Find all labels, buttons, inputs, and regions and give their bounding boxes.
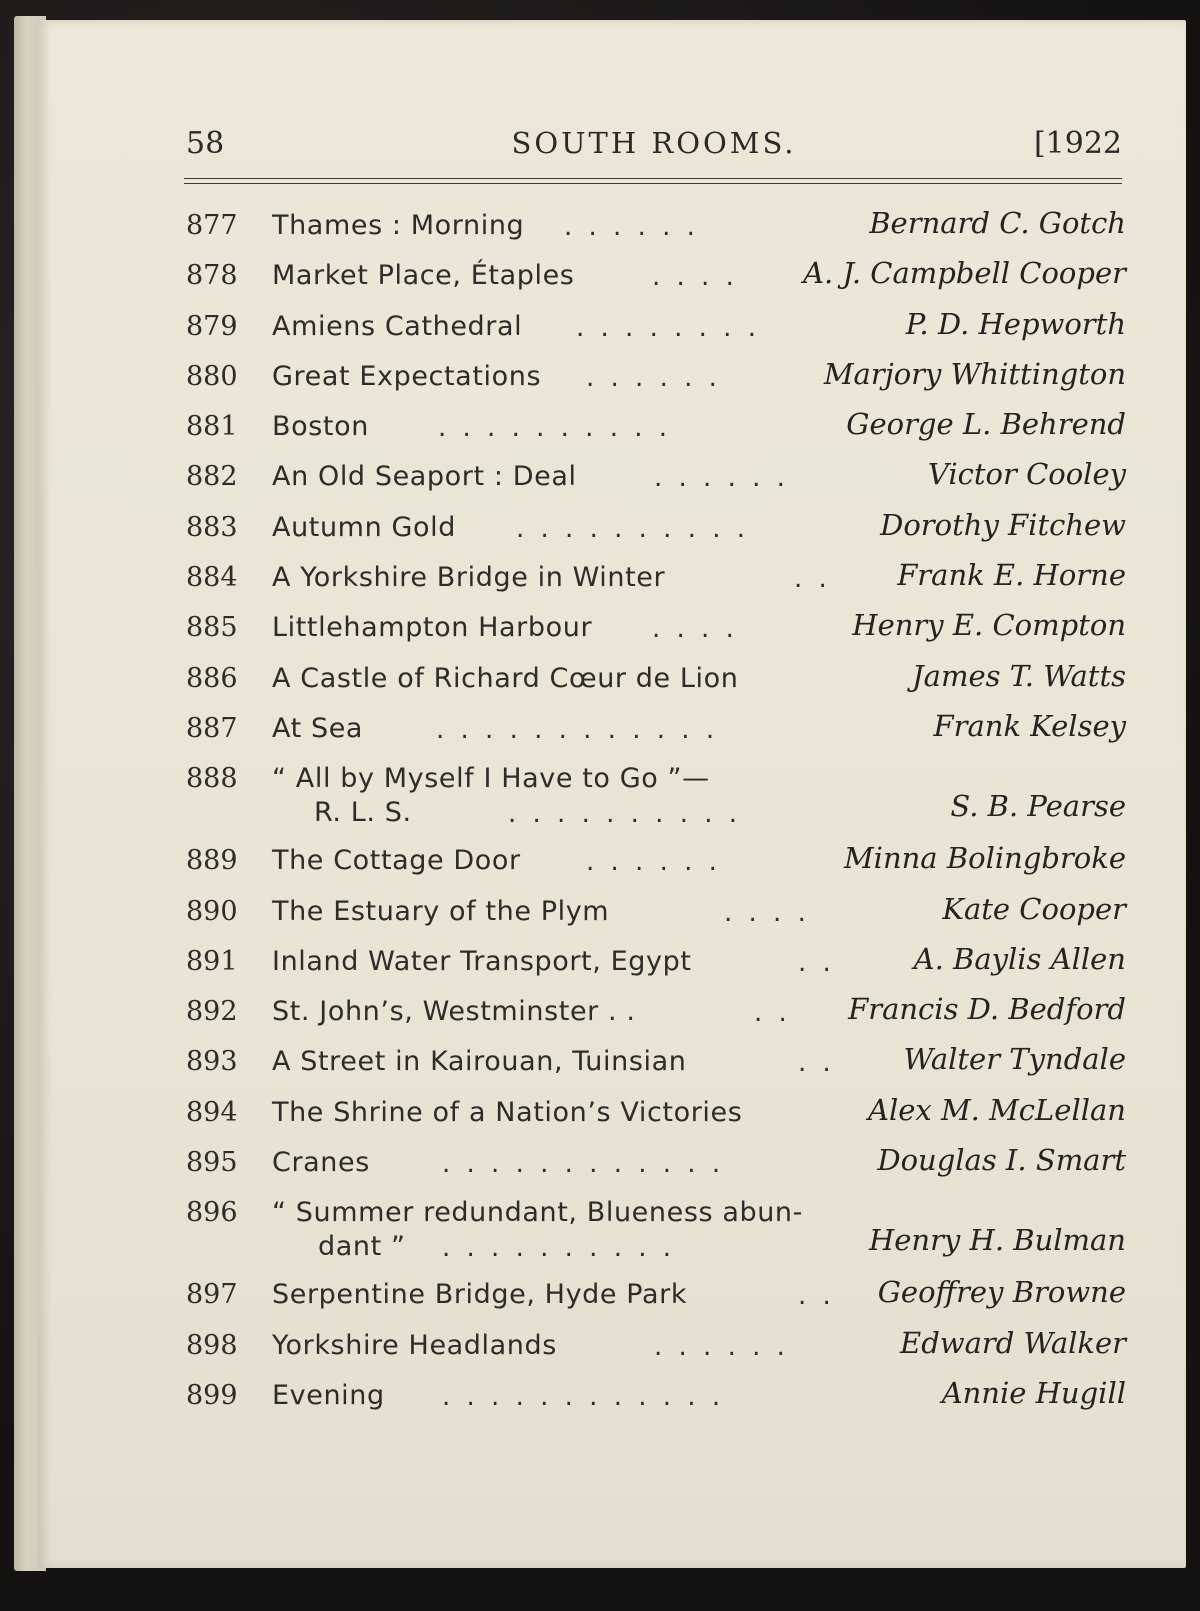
entry-number: 881	[186, 411, 238, 443]
dot-leader: . . . . . .	[654, 463, 789, 494]
entry-artist: Douglas I. Smart	[877, 1143, 1126, 1178]
entry-number: 878	[186, 260, 238, 292]
catalogue-entry	[186, 835, 1126, 885]
entry-number: 883	[186, 511, 238, 543]
dot-leader: . . . .	[724, 897, 810, 928]
entry-number: 879	[186, 310, 238, 342]
page-title: SOUTH ROOMS.	[511, 126, 797, 160]
entry-number: 888	[186, 763, 238, 795]
catalogue-entry	[186, 986, 1126, 1036]
dot-leader: . . . . . . . . . .	[508, 799, 742, 830]
entry-title: Inland Water Transport, Egypt	[272, 945, 692, 977]
entry-number: 897	[186, 1279, 238, 1311]
entry-title: St. John’s, Westminster . .	[272, 996, 636, 1028]
dot-leader: . . . . . . . . . .	[438, 413, 672, 444]
catalogue-entry	[186, 1137, 1126, 1187]
catalogue-entry	[186, 301, 1126, 351]
entry-title: Serpentine Bridge, Hyde Park	[272, 1279, 688, 1311]
page-year: [1922	[1033, 126, 1122, 161]
entry-title: The Shrine of a Nation’s Victories	[272, 1096, 743, 1128]
entry-artist: James T. Watts	[912, 658, 1126, 693]
entry-title: Evening	[272, 1379, 385, 1411]
entry-artist: Henry H. Bulman	[868, 1223, 1126, 1258]
dot-leader: . . . . . . . . . . . .	[436, 714, 719, 745]
catalogue-entry	[186, 703, 1126, 753]
entry-artist: Bernard C. Gotch	[869, 206, 1126, 240]
entry-title: Amiens Cathedral	[272, 310, 523, 342]
entry-number: 877	[186, 210, 238, 241]
entry-artist: A. Baylis Allen	[913, 941, 1126, 976]
entry-title: Great Expectations	[272, 360, 542, 392]
entry-number: 882	[186, 461, 238, 493]
header-rule	[184, 178, 1122, 184]
entry-title: Market Place, Étaples	[272, 260, 575, 292]
entry-title: An Old Seaport : Deal	[272, 461, 577, 493]
catalogue-entry	[186, 936, 1126, 986]
entry-number: 884	[186, 562, 238, 594]
page-number: 58	[186, 126, 225, 161]
entry-number: 895	[186, 1147, 238, 1179]
entry-list	[186, 200, 1126, 1420]
catalogue-entry	[186, 602, 1126, 652]
entry-title: The Estuary of the Plym	[272, 895, 610, 927]
entry-number: 880	[186, 360, 238, 392]
dot-leader: . . . . . .	[586, 847, 721, 878]
entry-number: 886	[186, 662, 238, 694]
page-header	[186, 126, 1122, 166]
catalogue-entry	[186, 1087, 1126, 1137]
dot-leader: . . . . . . . .	[576, 312, 760, 343]
entry-title: Littlehampton Harbour	[272, 612, 593, 644]
entry-artist: P. D. Hepworth	[905, 306, 1126, 341]
dot-leader: . . . . . .	[586, 362, 721, 393]
entry-title: Thames : Morning	[272, 210, 525, 241]
entry-artist: Francis D. Bedford	[848, 992, 1126, 1027]
entry-title: Autumn Gold	[272, 511, 456, 543]
entry-number: 896	[186, 1197, 238, 1229]
entry-number: 891	[186, 945, 238, 977]
entry-artist: Dorothy Fitchew	[880, 507, 1126, 542]
entry-artist: Henry E. Compton	[852, 608, 1126, 643]
entry-artist: Frank Kelsey	[933, 708, 1126, 743]
entry-artist: Edward Walker	[900, 1325, 1126, 1360]
catalogue-entry	[186, 250, 1126, 300]
dot-leader: . . . . . . . . . .	[516, 513, 750, 544]
dot-leader: . .	[754, 998, 791, 1029]
entry-number: 889	[186, 845, 238, 877]
catalogue-entry	[186, 1320, 1126, 1370]
catalogue-entry	[186, 653, 1126, 703]
catalogue-entry	[186, 200, 1126, 250]
catalogue-entry	[186, 351, 1126, 401]
entry-title-continued: R. L. S.	[314, 797, 412, 829]
catalogue-entry	[186, 1036, 1126, 1086]
catalogue-entry	[186, 1187, 1126, 1269]
entry-artist: Marjory Whittington	[823, 356, 1126, 391]
dot-leader: . . . . . . . . . . . .	[442, 1381, 725, 1412]
entry-title: A Yorkshire Bridge in Winter	[272, 562, 666, 594]
dot-leader: . . . . . . . . . . . .	[442, 1149, 725, 1180]
catalogue-entry	[186, 552, 1126, 602]
entry-artist: Kate Cooper	[942, 891, 1126, 926]
entry-artist: Annie Hugill	[941, 1375, 1126, 1410]
dot-leader: . . . .	[652, 614, 738, 645]
catalogue-entry	[186, 502, 1126, 552]
dot-leader: . . . . . .	[654, 1331, 789, 1362]
entry-number: 893	[186, 1046, 238, 1078]
dot-leader: . . . . . . . . . .	[442, 1233, 676, 1264]
entry-title: Cranes	[272, 1147, 370, 1179]
entry-title: A Castle of Richard Cœur de Lion	[272, 662, 739, 694]
entry-artist: Alex M. McLellan	[868, 1092, 1126, 1127]
entry-title: “ Summer redundant, Blueness abun-	[272, 1197, 803, 1229]
dot-leader: . . . .	[652, 262, 738, 293]
dot-leader: . .	[798, 1048, 835, 1079]
entry-title-continued: dant ”	[318, 1231, 406, 1263]
entry-artist: A. J. Campbell Cooper	[803, 256, 1126, 291]
entry-number: 892	[186, 996, 238, 1028]
entry-number: 887	[186, 712, 238, 744]
entry-number: 885	[186, 612, 238, 644]
entry-title: Yorkshire Headlands	[272, 1329, 557, 1361]
catalogue-entry	[186, 451, 1126, 501]
entry-artist: Geoffrey Browne	[877, 1275, 1126, 1310]
catalogue-entry	[186, 401, 1126, 451]
entry-artist: Minna Bolingbroke	[843, 841, 1126, 876]
dot-leader: . .	[798, 1281, 835, 1312]
entry-number: 890	[186, 895, 238, 927]
entry-artist: S. B. Pearse	[950, 789, 1126, 824]
dot-leader: . . . . . .	[564, 212, 699, 242]
catalogue-entry	[186, 886, 1126, 936]
dot-leader: . .	[798, 947, 835, 978]
dot-leader: . .	[794, 564, 831, 595]
entry-title: “ All by Myself I Have to Go ”—	[272, 763, 710, 795]
entry-title: A Street in Kairouan, Tuinsian	[272, 1046, 687, 1078]
catalogue-entry	[186, 1269, 1126, 1319]
catalogue-entry	[186, 1370, 1126, 1420]
entry-title: Boston	[272, 411, 369, 443]
entry-artist: Walter Tyndale	[903, 1042, 1126, 1077]
entry-artist: Victor Cooley	[927, 457, 1126, 492]
entry-title: The Cottage Door	[272, 845, 521, 877]
entry-number: 898	[186, 1329, 238, 1361]
entry-number: 899	[186, 1379, 238, 1411]
entry-artist: Frank E. Horne	[897, 558, 1126, 593]
entry-artist: George L. Behrend	[846, 407, 1126, 442]
entry-title: At Sea	[272, 712, 364, 744]
entry-number: 894	[186, 1096, 238, 1128]
catalogue-entry	[186, 753, 1126, 835]
